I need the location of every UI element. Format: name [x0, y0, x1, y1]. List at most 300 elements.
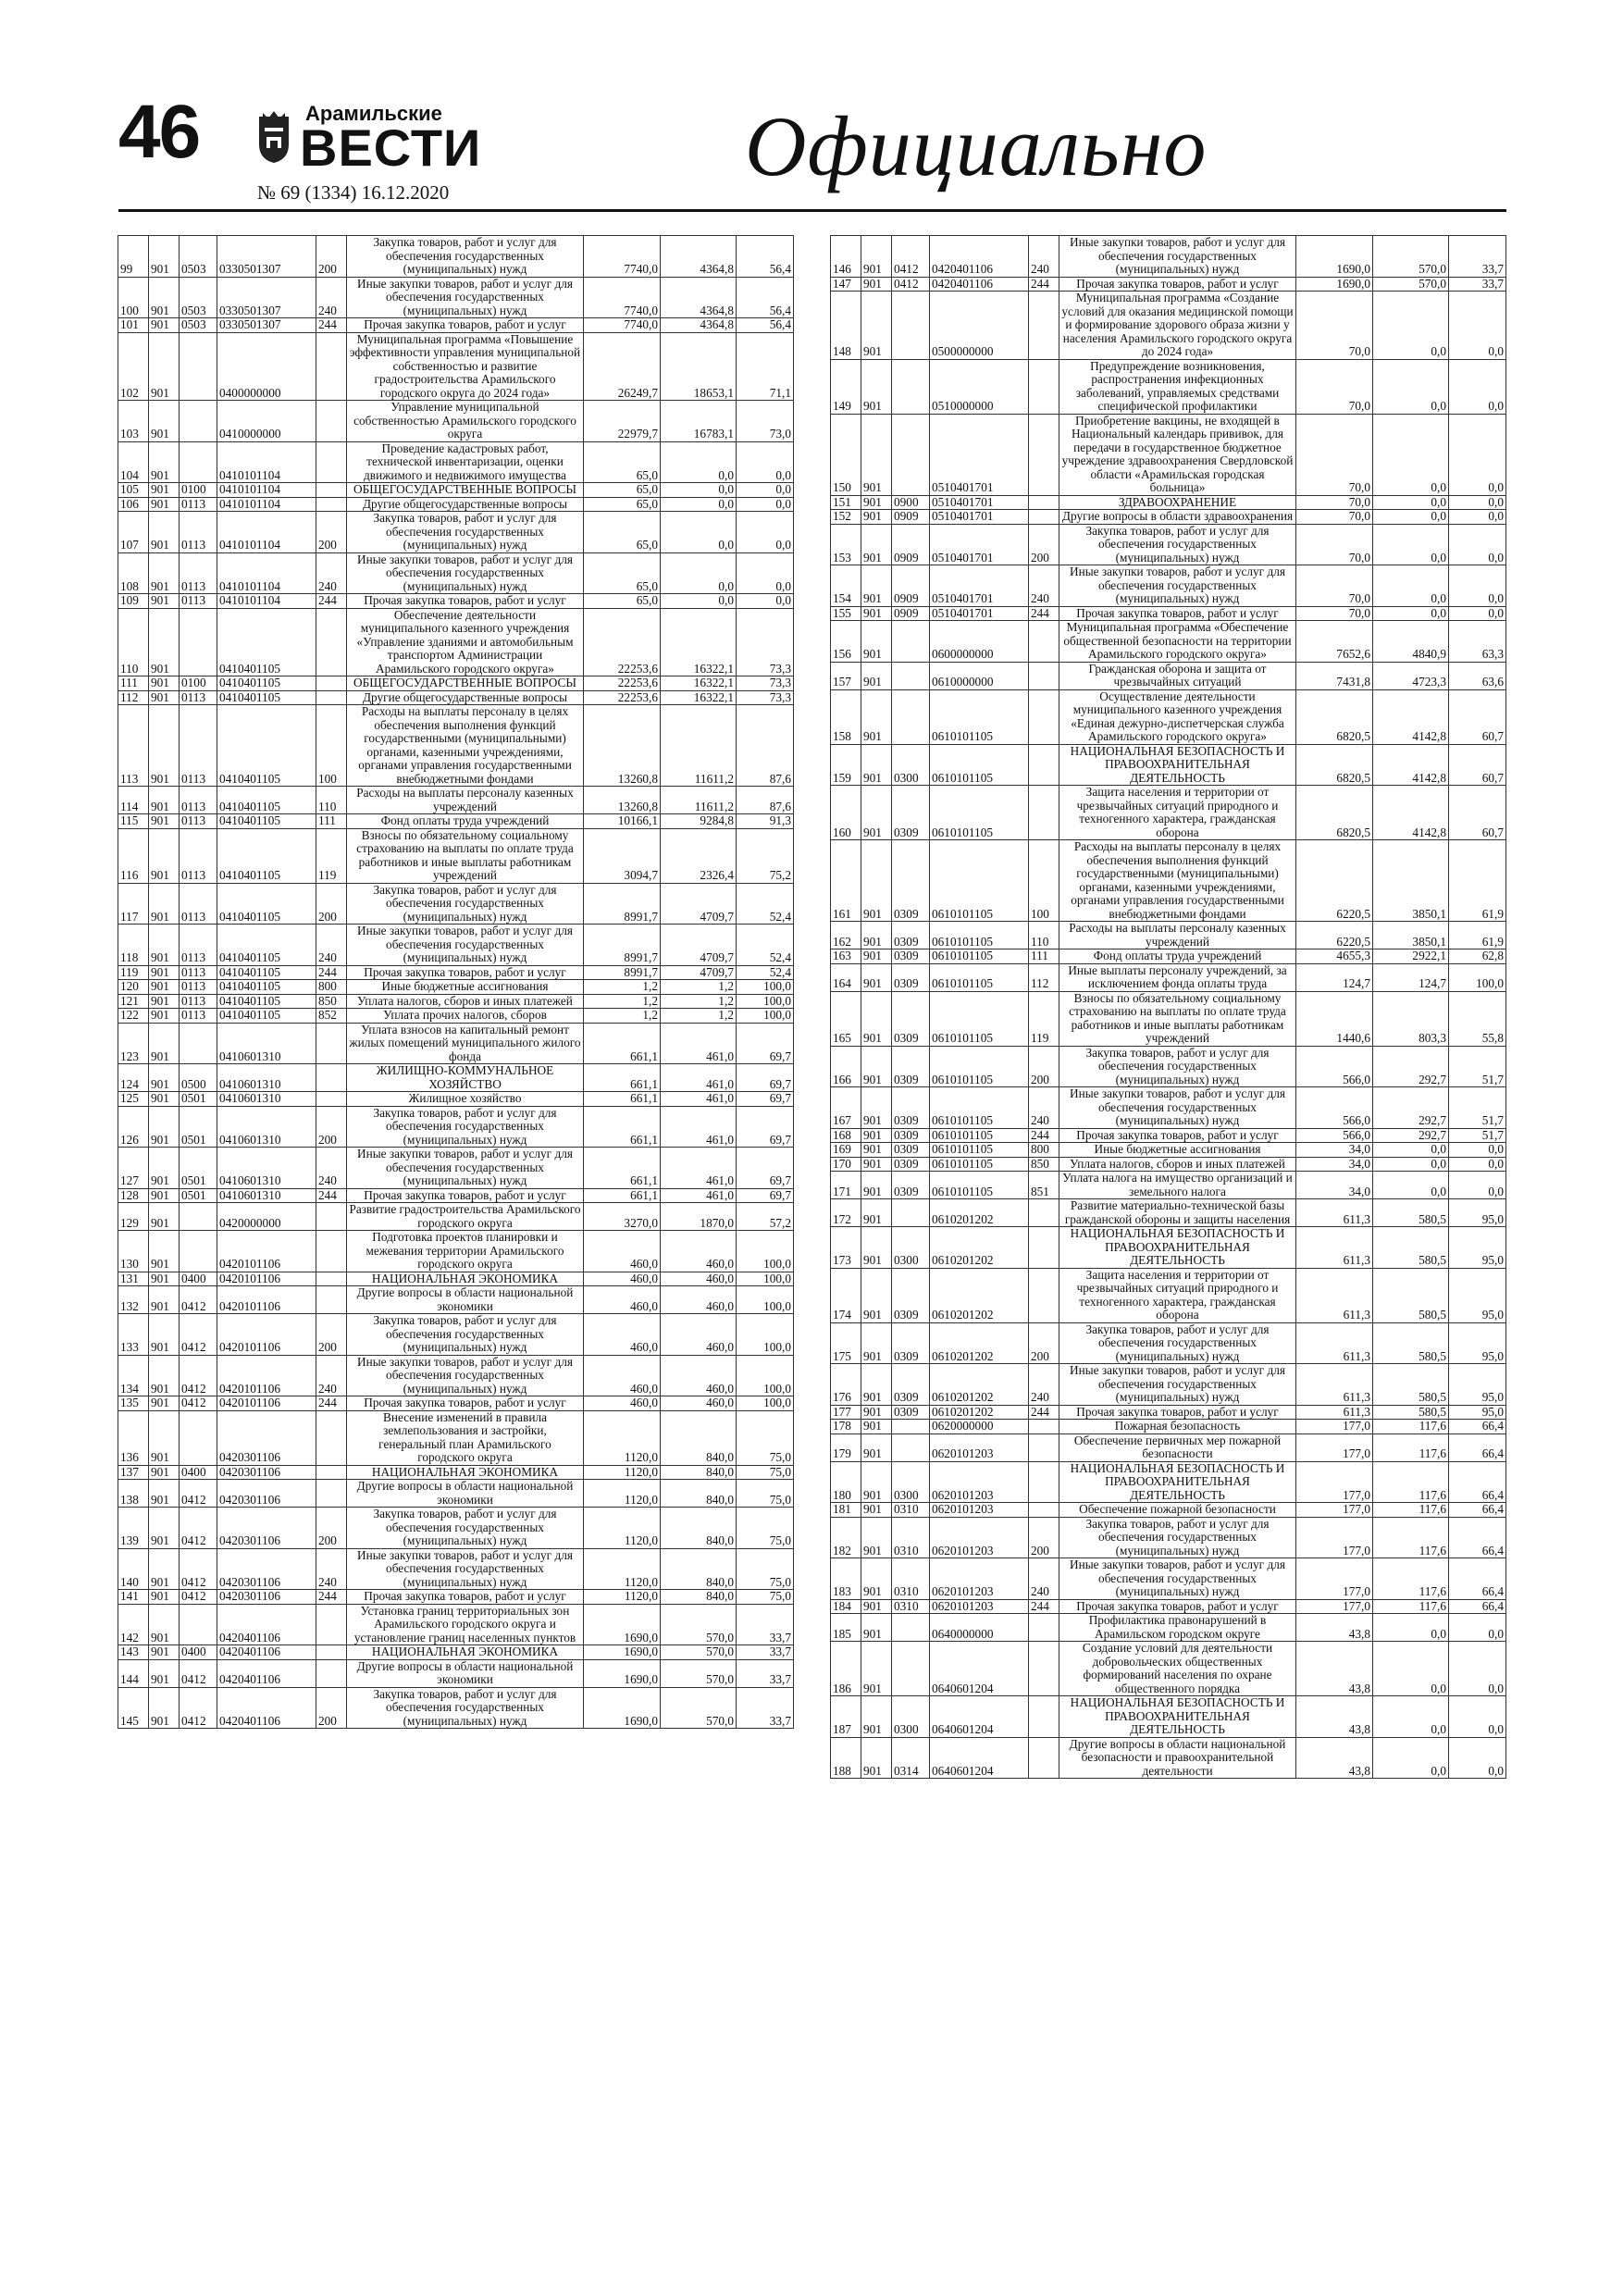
- executed-amount: 2326,4: [661, 828, 737, 883]
- executed-amount: 4364,8: [661, 236, 737, 278]
- target-article-code: 0610101105: [930, 922, 1029, 949]
- planned-amount: 661,1: [584, 1106, 661, 1148]
- table-row: [118, 1106, 794, 1148]
- admin-code: 901: [861, 1405, 892, 1420]
- expense-type-code: 244: [316, 1590, 347, 1605]
- target-article-code: 0620101203: [930, 1433, 1029, 1461]
- executed-amount: 0,0: [1373, 1143, 1449, 1158]
- table-row: [831, 1420, 1506, 1434]
- planned-amount: 661,1: [584, 1188, 661, 1203]
- row-number: 110: [118, 608, 149, 676]
- executed-amount: 0,0: [1373, 1642, 1449, 1696]
- target-article-code: 0330501307: [217, 236, 316, 278]
- admin-code: 901: [861, 495, 892, 510]
- table-row: [831, 840, 1506, 922]
- executed-amount: 570,0: [1373, 236, 1449, 278]
- expense-type-code: [316, 332, 347, 401]
- row-number: 132: [118, 1286, 149, 1314]
- section-code: 0113: [180, 594, 217, 609]
- admin-code: 901: [149, 441, 180, 483]
- expense-type-code: 240: [316, 1148, 347, 1189]
- section-code: 0412: [180, 1480, 217, 1508]
- expense-name: Пожарная безопасность: [1059, 1420, 1296, 1434]
- expense-type-code: 850: [316, 994, 347, 1009]
- executed-amount: 570,0: [661, 1645, 737, 1660]
- executed-amount: 4142,8: [1373, 689, 1449, 744]
- section-code: 0501: [180, 1188, 217, 1203]
- table-row: [118, 1396, 794, 1411]
- execution-percent: 57,2: [737, 1203, 794, 1231]
- target-article-code: 0610101105: [930, 1172, 1029, 1199]
- expense-type-code: 244: [316, 1396, 347, 1411]
- section-code: [180, 1604, 217, 1645]
- executed-amount: 460,0: [661, 1314, 737, 1356]
- row-number: 184: [831, 1599, 861, 1614]
- admin-code: 901: [861, 1696, 892, 1738]
- executed-amount: 4840,9: [1373, 621, 1449, 663]
- section-code: [180, 1410, 217, 1465]
- execution-percent: 75,0: [737, 1465, 794, 1480]
- expense-name: НАЦИОНАЛЬНАЯ ЭКОНОМИКА: [347, 1272, 584, 1286]
- section-code: 0501: [180, 1148, 217, 1189]
- table-row: [118, 608, 794, 676]
- admin-code: 901: [149, 787, 180, 814]
- execution-percent: 95,0: [1449, 1199, 1506, 1227]
- executed-amount: 124,7: [1373, 963, 1449, 991]
- row-number: 138: [118, 1480, 149, 1508]
- target-article-code: 0610101105: [930, 1143, 1029, 1158]
- expense-name: Другие общегосударственные вопросы: [347, 690, 584, 705]
- expense-type-code: [1029, 1433, 1059, 1461]
- planned-amount: 43,8: [1296, 1614, 1373, 1642]
- executed-amount: 4709,7: [661, 965, 737, 980]
- planned-amount: 22253,6: [584, 608, 661, 676]
- admin-code: 901: [861, 1087, 892, 1129]
- execution-percent: 66,4: [1449, 1420, 1506, 1434]
- row-number: 122: [118, 1009, 149, 1024]
- executed-amount: 18653,1: [661, 332, 737, 401]
- expense-type-code: 240: [1029, 565, 1059, 607]
- row-number: 130: [118, 1231, 149, 1272]
- execution-percent: 0,0: [737, 483, 794, 498]
- target-article-code: 0510000000: [930, 359, 1029, 414]
- target-article-code: 0410401105: [217, 608, 316, 676]
- row-number: 145: [118, 1687, 149, 1729]
- table-row: [118, 1203, 794, 1231]
- admin-code: 901: [149, 1590, 180, 1605]
- admin-code: 901: [861, 236, 892, 278]
- admin-code: 901: [149, 483, 180, 498]
- row-number: 175: [831, 1322, 861, 1364]
- table-row: [118, 594, 794, 609]
- expense-name: Прочая закупка товаров, работ и услуг: [1059, 606, 1296, 621]
- section-code: 0412: [180, 1314, 217, 1356]
- table-row: [831, 991, 1506, 1046]
- expense-name: Обеспечение деятельности муниципального казенного учреждения «Управление зданиями и автомобильным транспортом Администрации Арамильского городского округа»: [347, 608, 584, 676]
- row-number: 158: [831, 689, 861, 744]
- expense-name: Гражданская оборона и защита от чрезвычайных ситуаций: [1059, 662, 1296, 689]
- admin-code: 901: [149, 512, 180, 553]
- target-article-code: 0610201202: [930, 1199, 1029, 1227]
- section-code: [892, 292, 930, 360]
- expense-name: Закупка товаров, работ и услуг для обеспечения государственных (муниципальных) нужд: [347, 883, 584, 925]
- row-number: 179: [831, 1433, 861, 1461]
- execution-percent: 0,0: [1449, 359, 1506, 414]
- target-article-code: 0410401105: [217, 705, 316, 787]
- admin-code: 901: [149, 332, 180, 401]
- target-article-code: 0640601204: [930, 1737, 1029, 1779]
- target-article-code: 0620101203: [930, 1517, 1029, 1558]
- section-code: 0309: [892, 1268, 930, 1322]
- expense-type-code: 200: [1029, 1322, 1059, 1364]
- row-number: 171: [831, 1172, 861, 1199]
- expense-type-code: [316, 1286, 347, 1314]
- executed-amount: 0,0: [661, 512, 737, 553]
- execution-percent: 0,0: [1449, 1614, 1506, 1642]
- table-row: [118, 318, 794, 333]
- row-number: 136: [118, 1410, 149, 1465]
- target-article-code: 0610101105: [930, 1046, 1029, 1087]
- expense-type-code: 240: [316, 277, 347, 318]
- table-row: [118, 1659, 794, 1687]
- row-number: 113: [118, 705, 149, 787]
- execution-percent: 73,0: [737, 401, 794, 442]
- brand-main-text: ВЕСТИ: [300, 118, 482, 177]
- execution-percent: 0,0: [1449, 1172, 1506, 1199]
- admin-code: 901: [149, 1604, 180, 1645]
- executed-amount: 0,0: [1373, 565, 1449, 607]
- executed-amount: 117,6: [1373, 1599, 1449, 1614]
- executed-amount: 461,0: [661, 1064, 737, 1092]
- section-code: [892, 359, 930, 414]
- execution-percent: 100,0: [737, 980, 794, 995]
- section-code: 0300: [892, 1227, 930, 1269]
- planned-amount: 177,0: [1296, 1517, 1373, 1558]
- row-number: 156: [831, 621, 861, 663]
- expense-name: ЖИЛИЩНО-КОММУНАЛЬНОЕ ХОЗЯЙСТВО: [347, 1064, 584, 1092]
- row-number: 174: [831, 1268, 861, 1322]
- expense-name: Другие вопросы в области национальной экономики: [347, 1286, 584, 1314]
- table-row: [831, 1599, 1506, 1614]
- row-number: 137: [118, 1465, 149, 1480]
- expense-type-code: 244: [1029, 1405, 1059, 1420]
- row-number: 148: [831, 292, 861, 360]
- executed-amount: 0,0: [661, 552, 737, 594]
- executed-amount: 0,0: [1373, 1696, 1449, 1738]
- row-number: 180: [831, 1461, 861, 1503]
- table-row: [831, 1433, 1506, 1461]
- table-row: [118, 497, 794, 512]
- target-article-code: 0610101105: [930, 1128, 1029, 1143]
- planned-amount: 611,3: [1296, 1364, 1373, 1406]
- section-code: 0412: [180, 1508, 217, 1549]
- execution-percent: 0,0: [1449, 524, 1506, 565]
- expense-name: Иные закупки товаров, работ и услуг для обеспечения государственных (муниципальных) нужд: [347, 277, 584, 318]
- section-code: [180, 441, 217, 483]
- admin-code: 901: [861, 1517, 892, 1558]
- section-code: 0412: [180, 1659, 217, 1687]
- planned-amount: 177,0: [1296, 1461, 1373, 1503]
- section-code: 0412: [892, 236, 930, 278]
- section-code: 0503: [180, 277, 217, 318]
- execution-percent: 33,7: [737, 1604, 794, 1645]
- expense-type-code: 850: [1029, 1157, 1059, 1172]
- planned-amount: 34,0: [1296, 1143, 1373, 1158]
- expense-type-code: 200: [316, 512, 347, 553]
- row-number: 109: [118, 594, 149, 609]
- planned-amount: 1120,0: [584, 1480, 661, 1508]
- target-article-code: 0410401105: [217, 1009, 316, 1024]
- target-article-code: 0410101104: [217, 594, 316, 609]
- target-article-code: 0510401701: [930, 565, 1029, 607]
- left-table-body: [118, 236, 794, 1729]
- expense-name: Расходы на выплаты персоналу казенных учреждений: [347, 787, 584, 814]
- table-row: [831, 786, 1506, 840]
- admin-code: 901: [149, 1009, 180, 1024]
- expense-name: Уплата взносов на капитальный ремонт жилых помещений муниципального жилого фонда: [347, 1023, 584, 1064]
- table-row: [118, 441, 794, 483]
- execution-percent: 69,7: [737, 1148, 794, 1189]
- expense-name: НАЦИОНАЛЬНАЯ ЭКОНОМИКА: [347, 1465, 584, 1480]
- section-code: 0412: [180, 1355, 217, 1396]
- target-article-code: 0410601310: [217, 1106, 316, 1148]
- row-number: 101: [118, 318, 149, 333]
- execution-percent: 66,4: [1449, 1503, 1506, 1518]
- admin-code: 901: [149, 1023, 180, 1064]
- admin-code: 901: [149, 318, 180, 333]
- executed-amount: 16322,1: [661, 676, 737, 691]
- expense-type-code: 119: [316, 828, 347, 883]
- admin-code: 901: [149, 1064, 180, 1092]
- planned-amount: 6820,5: [1296, 786, 1373, 840]
- target-article-code: 0410401105: [217, 828, 316, 883]
- planned-amount: 460,0: [584, 1314, 661, 1356]
- admin-code: 901: [149, 828, 180, 883]
- executed-amount: 16322,1: [661, 608, 737, 676]
- execution-percent: 60,7: [1449, 786, 1506, 840]
- table-row: [831, 236, 1506, 278]
- execution-percent: 0,0: [737, 552, 794, 594]
- admin-code: 901: [861, 565, 892, 607]
- target-article-code: 0410401105: [217, 690, 316, 705]
- executed-amount: 4723,3: [1373, 662, 1449, 689]
- table-row: [118, 828, 794, 883]
- section-title: Официально: [745, 99, 1208, 193]
- expense-type-code: 244: [1029, 277, 1059, 292]
- execution-percent: 0,0: [1449, 565, 1506, 607]
- expense-name: Иные закупки товаров, работ и услуг для обеспечения государственных (муниципальных) нужд: [1059, 1558, 1296, 1600]
- planned-amount: 8991,7: [584, 883, 661, 925]
- target-article-code: 0410101104: [217, 441, 316, 483]
- expense-type-code: 240: [316, 1548, 347, 1590]
- admin-code: 901: [861, 1172, 892, 1199]
- target-article-code: 0610201202: [930, 1405, 1029, 1420]
- section-code: 0309: [892, 991, 930, 1046]
- target-article-code: 0410401105: [217, 965, 316, 980]
- admin-code: 901: [861, 963, 892, 991]
- executed-amount: 580,5: [1373, 1405, 1449, 1420]
- expense-name: Другие вопросы в области здравоохранения: [1059, 510, 1296, 525]
- execution-percent: 0,0: [1449, 606, 1506, 621]
- execution-percent: 51,7: [1449, 1046, 1506, 1087]
- section-code: [892, 621, 930, 663]
- row-number: 127: [118, 1148, 149, 1189]
- target-article-code: 0420401106: [217, 1659, 316, 1687]
- expense-name: Закупка товаров, работ и услуг для обеспечения государственных (муниципальных) нужд: [1059, 1046, 1296, 1087]
- execution-percent: 100,0: [737, 1355, 794, 1396]
- section-code: 0309: [892, 1172, 930, 1199]
- planned-amount: 661,1: [584, 1023, 661, 1064]
- table-row: [118, 1148, 794, 1189]
- expense-name: Профилактика правонарушений в Арамильском городском округе: [1059, 1614, 1296, 1642]
- expense-type-code: 240: [1029, 1364, 1059, 1406]
- admin-code: 901: [861, 277, 892, 292]
- admin-code: 901: [861, 840, 892, 922]
- expense-name: Иные закупки товаров, работ и услуг для обеспечения государственных (муниципальных) нужд: [347, 925, 584, 966]
- expense-name: Закупка товаров, работ и услуг для обеспечения государственных (муниципальных) нужд: [347, 1106, 584, 1148]
- section-code: [892, 1199, 930, 1227]
- expense-name: Прочая закупка товаров, работ и услуг: [1059, 1599, 1296, 1614]
- admin-code: 901: [861, 662, 892, 689]
- section-code: 0309: [892, 1128, 930, 1143]
- execution-percent: 100,0: [737, 1009, 794, 1024]
- expense-type-code: 111: [316, 814, 347, 829]
- target-article-code: 0420101106: [217, 1355, 316, 1396]
- executed-amount: 0,0: [1373, 606, 1449, 621]
- row-number: 100: [118, 277, 149, 318]
- target-article-code: 0410101104: [217, 512, 316, 553]
- admin-code: 901: [149, 676, 180, 691]
- admin-code: 901: [861, 1599, 892, 1614]
- row-number: 152: [831, 510, 861, 525]
- table-row: [118, 277, 794, 318]
- admin-code: 901: [861, 1558, 892, 1600]
- section-code: 0909: [892, 510, 930, 525]
- executed-amount: 840,0: [661, 1508, 737, 1549]
- target-article-code: 0610201202: [930, 1322, 1029, 1364]
- planned-amount: 65,0: [584, 552, 661, 594]
- admin-code: 901: [861, 606, 892, 621]
- expense-type-code: 240: [316, 552, 347, 594]
- section-code: 0500: [180, 1064, 217, 1092]
- section-code: [180, 1231, 217, 1272]
- admin-code: 901: [149, 236, 180, 278]
- expense-type-code: [316, 1645, 347, 1660]
- planned-amount: 34,0: [1296, 1172, 1373, 1199]
- execution-percent: 69,7: [737, 1106, 794, 1148]
- target-article-code: 0610101105: [930, 689, 1029, 744]
- section-code: 0309: [892, 949, 930, 964]
- section-code: 0113: [180, 980, 217, 995]
- expense-name: Иные бюджетные ассигнования: [347, 980, 584, 995]
- table-row: [831, 524, 1506, 565]
- table-row: [118, 1188, 794, 1203]
- row-number: 99: [118, 236, 149, 278]
- row-number: 161: [831, 840, 861, 922]
- executed-amount: 1870,0: [661, 1203, 737, 1231]
- executed-amount: 460,0: [661, 1231, 737, 1272]
- expense-type-code: [1029, 1614, 1059, 1642]
- target-article-code: 0410101104: [217, 483, 316, 498]
- target-article-code: 0600000000: [930, 621, 1029, 663]
- execution-percent: 87,6: [737, 787, 794, 814]
- execution-percent: 0,0: [1449, 1157, 1506, 1172]
- expense-name: Уплата прочих налогов, сборов: [347, 1009, 584, 1024]
- execution-percent: 0,0: [1449, 1737, 1506, 1779]
- row-number: 143: [118, 1645, 149, 1660]
- target-article-code: 0500000000: [930, 292, 1029, 360]
- row-number: 149: [831, 359, 861, 414]
- expense-name: Иные закупки товаров, работ и услуг для обеспечения государственных (муниципальных) нужд: [347, 1355, 584, 1396]
- section-code: 0300: [892, 1696, 930, 1738]
- table-row: [831, 1517, 1506, 1558]
- execution-percent: 56,4: [737, 318, 794, 333]
- expense-type-code: [316, 1272, 347, 1286]
- planned-amount: 1690,0: [584, 1604, 661, 1645]
- table-row: [831, 922, 1506, 949]
- expense-name: Другие общегосударственные вопросы: [347, 497, 584, 512]
- row-number: 142: [118, 1604, 149, 1645]
- admin-code: 901: [861, 1364, 892, 1406]
- executed-amount: 4364,8: [661, 277, 737, 318]
- executed-amount: 4709,7: [661, 925, 737, 966]
- expense-type-code: [1029, 1503, 1059, 1518]
- table-row: [118, 1064, 794, 1092]
- admin-code: 901: [861, 1046, 892, 1087]
- admin-code: 901: [861, 1420, 892, 1434]
- expense-name: ОБЩЕГОСУДАРСТВЕННЫЕ ВОПРОСЫ: [347, 676, 584, 691]
- expense-type-code: [316, 1410, 347, 1465]
- execution-percent: 95,0: [1449, 1405, 1506, 1420]
- planned-amount: 661,1: [584, 1064, 661, 1092]
- expense-type-code: 244: [316, 318, 347, 333]
- expense-type-code: [316, 497, 347, 512]
- planned-amount: 70,0: [1296, 565, 1373, 607]
- row-number: 157: [831, 662, 861, 689]
- admin-code: 901: [149, 980, 180, 995]
- target-article-code: 0610201202: [930, 1227, 1029, 1269]
- expense-name: Обеспечение первичных мер пожарной безопасности: [1059, 1433, 1296, 1461]
- expense-name: Уплата налога на имущество организаций и земельного налога: [1059, 1172, 1296, 1199]
- row-number: 144: [118, 1659, 149, 1687]
- execution-percent: 0,0: [1449, 414, 1506, 495]
- section-code: 0113: [180, 965, 217, 980]
- execution-percent: 61,9: [1449, 840, 1506, 922]
- planned-amount: 8991,7: [584, 965, 661, 980]
- row-number: 103: [118, 401, 149, 442]
- admin-code: 901: [149, 552, 180, 594]
- table-row: [118, 1009, 794, 1024]
- section-code: 0412: [180, 1590, 217, 1605]
- admin-code: 901: [149, 1645, 180, 1660]
- table-row: [831, 277, 1506, 292]
- newspaper-logo: [255, 104, 489, 183]
- expense-type-code: [316, 1465, 347, 1480]
- expense-name: Иные закупки товаров, работ и услуг для обеспечения государственных (муниципальных) нужд: [347, 1148, 584, 1189]
- expense-type-code: [1029, 1420, 1059, 1434]
- target-article-code: 0610101105: [930, 963, 1029, 991]
- execution-percent: 100,0: [737, 1231, 794, 1272]
- planned-amount: 10166,1: [584, 814, 661, 829]
- table-row: [831, 1172, 1506, 1199]
- planned-amount: 43,8: [1296, 1696, 1373, 1738]
- admin-code: 901: [861, 1268, 892, 1322]
- section-code: 0314: [892, 1737, 930, 1779]
- expense-type-code: [316, 690, 347, 705]
- target-article-code: 0420401106: [217, 1604, 316, 1645]
- admin-code: 901: [861, 1143, 892, 1158]
- expense-type-code: [316, 401, 347, 442]
